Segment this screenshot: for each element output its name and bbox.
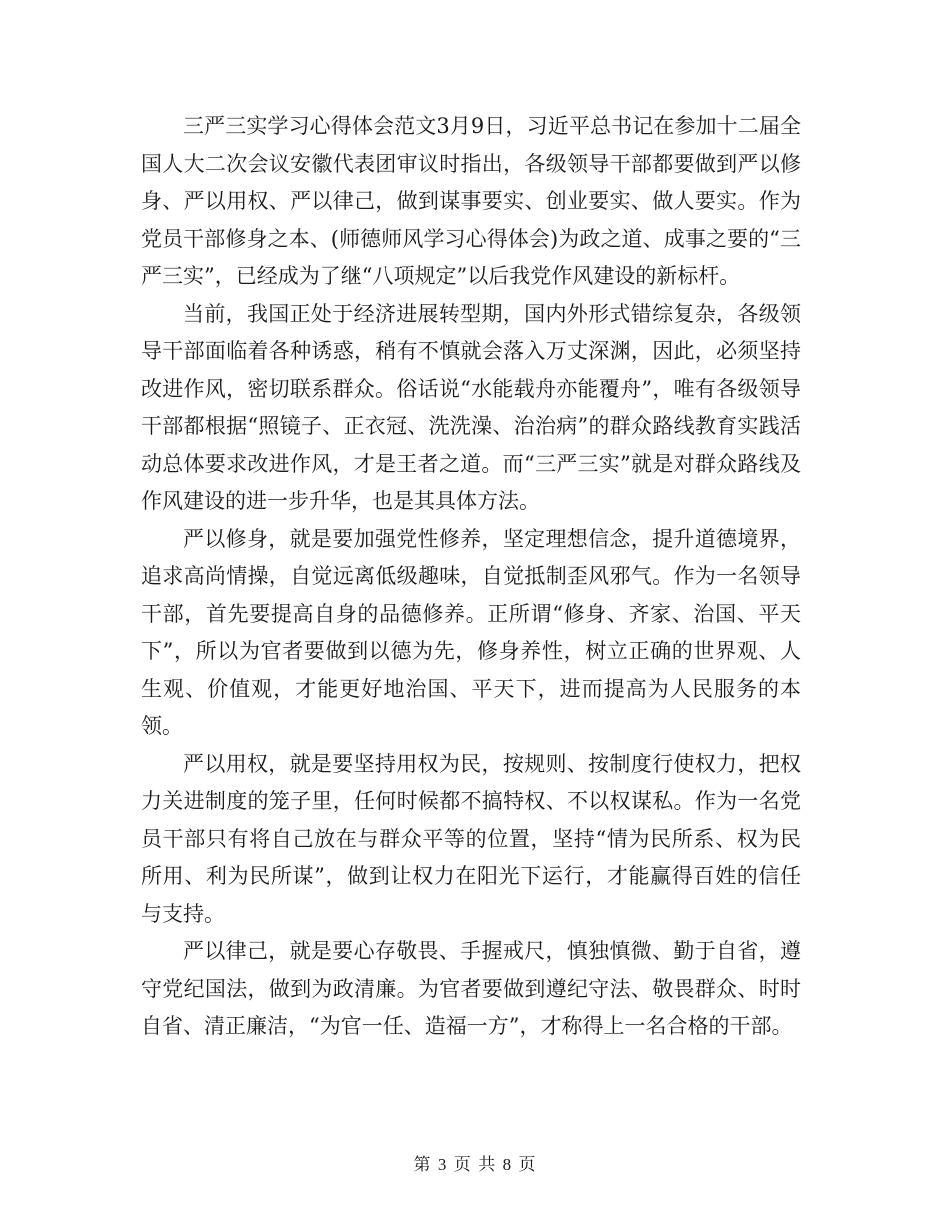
paragraph-use-of-power: 严以用权，就是要坚持用权为民，按规则、按制度行使权力，把权力关进制度的笼子里，任何时候都不搞特权、不以权谋私。作为一名党员干部只有将自己放在与群众平等的位置，坚持“情为民所系、权为民所用、利为民所谋”，做到让权力在阳光下运行，才能赢得百姓的信任与支持。 <box>141 751 801 926</box>
paragraph-intro: 三严三实学习心得体会范文3月9日，习近平总书记在参加十二届全国人大二次会议安徽代表团审议时指出，各级领导干部都要做到严以修身、严以用权、严以律己，做到谋事要实、创业要实、做人要实。作为党员干部修身之本、(师德师风学习心得体会)为政之道、成事之要的“三严三实”，已经成为了继“八项规定”以后我党作风建设的新标杆。 <box>141 114 801 288</box>
document-body <box>141 108 801 1046</box>
footer-suffix: 页 <box>518 1155 537 1175</box>
footer-prefix: 第 <box>413 1155 432 1175</box>
paragraph-self-discipline: 严以律己，就是要心存敬畏、手握戒尺，慎独慎微、勤于自省，遵守党纪国法，做到为政清廉。为官者要做到遵纪守法、敬畏群众、时时自省、清正廉洁，“为官一任、造福一方”，才称得上一名合格的干部。 <box>141 939 801 1038</box>
page-footer <box>0 1150 950 1175</box>
paragraph-current-situation: 当前，我国正处于经济进展转型期，国内外形式错综复杂，各级领导干部面临着各种诱惑，稍有不慎就会落入万丈深渊，因此，必须坚持改进作风，密切联系群众。俗话说“水能载舟亦能覆舟”，唯有各级领导干部都根据“照镜子、正衣冠、洗洗澡、治治病”的群众路线教育实践活动总体要求改进作风，才是王者之道。而“三严三实”就是对群众路线及作风建设的进一步升华，也是其具体方法。 <box>141 301 801 513</box>
paragraph-self-cultivation: 严以修身，就是要加强党性修养，坚定理想信念，提升道德境界，追求高尚情操，自觉远离低级趣味，自觉抵制歪风邪气。作为一名领导干部，首先要提高自身的品德修养。正所谓“修身、齐家、治国、平天下”，所以为官者要做到以德为先，修身养性，树立正确的世界观、人生观、价值观，才能更好地治国、平天下，进而提高为人民服务的本领。 <box>141 526 801 738</box>
footer-middle: 页 共 <box>453 1155 497 1175</box>
footer-total-pages: 8 <box>502 1155 513 1174</box>
footer-page-number: 3 <box>437 1155 448 1174</box>
